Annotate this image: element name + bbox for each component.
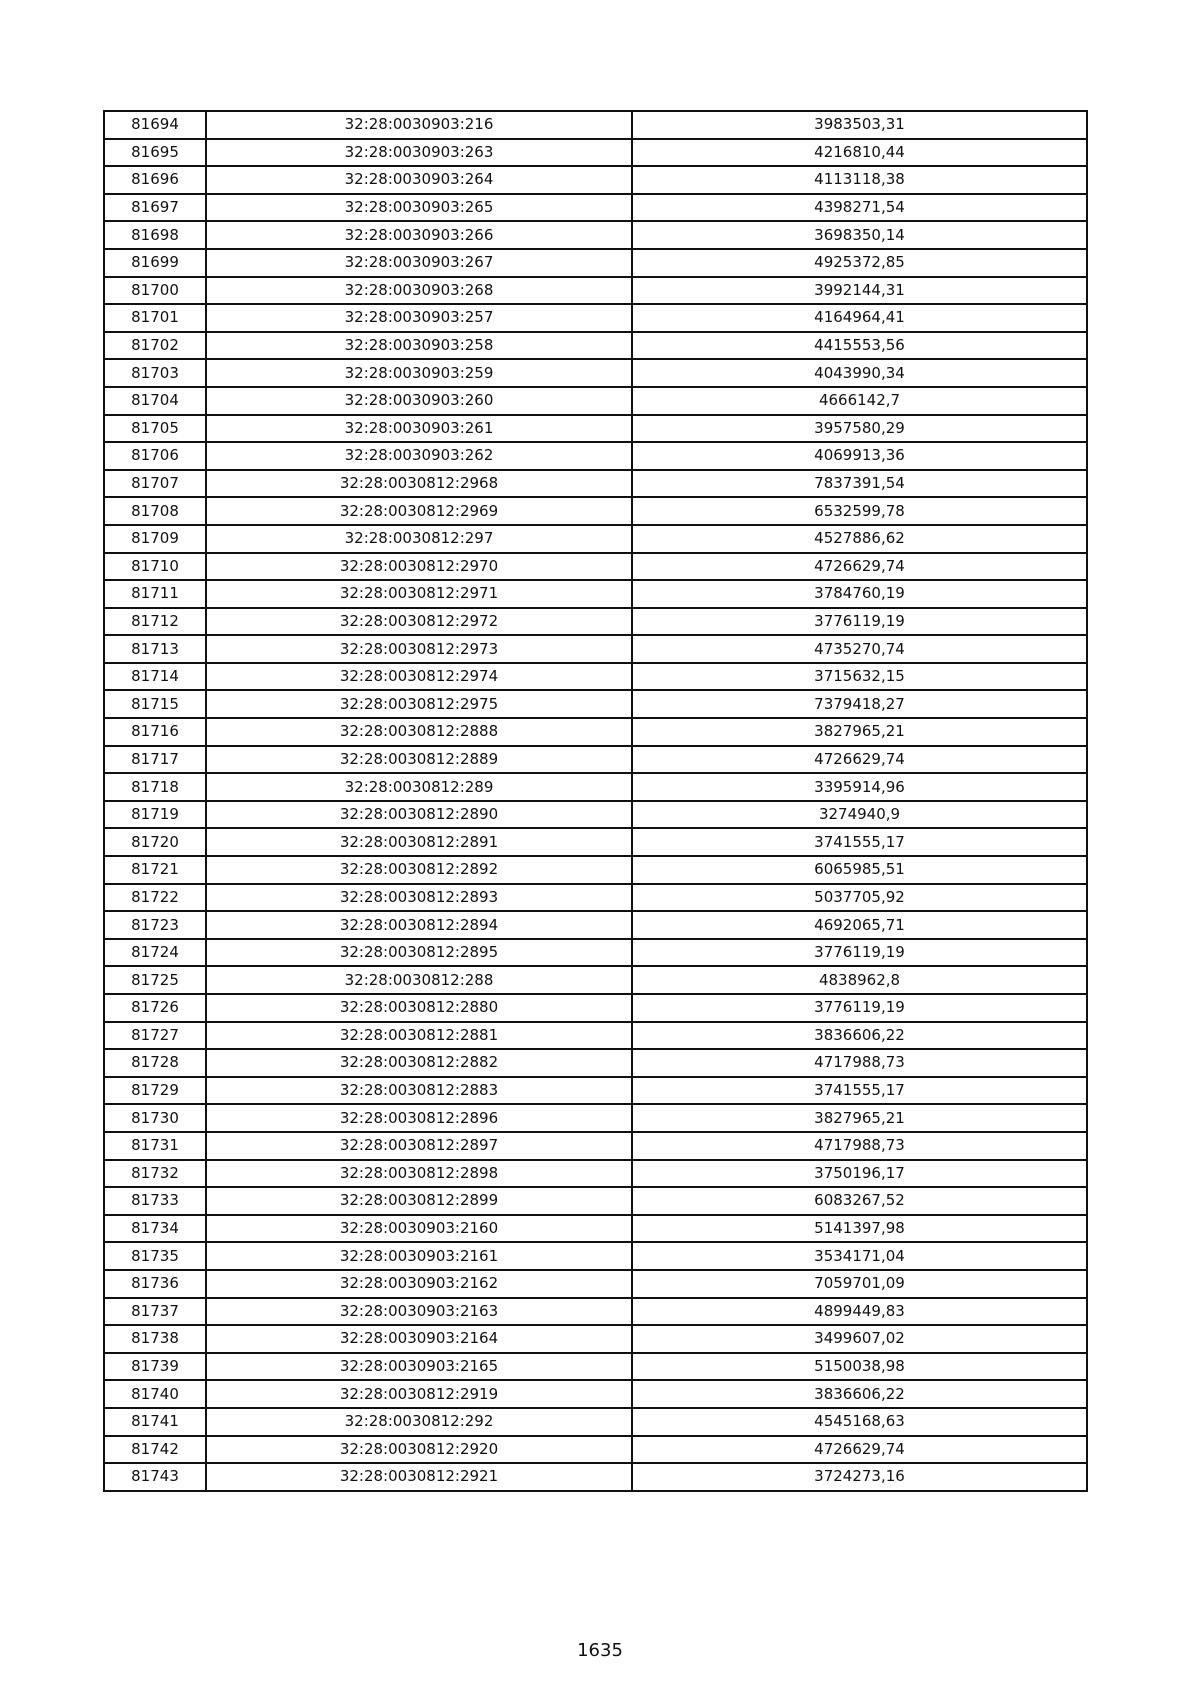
cadastral-value-cell: 4899449,83	[632, 1298, 1087, 1326]
cadastral-value-cell: 5141397,98	[632, 1215, 1087, 1243]
cadastral-value-cell: 4216810,44	[632, 139, 1087, 167]
row-number-cell: 81720	[104, 828, 206, 856]
table-row	[104, 249, 1087, 277]
cadastral-value-cell: 3836606,22	[632, 1380, 1087, 1408]
cadastral-value-table	[103, 110, 1088, 1492]
cadastral-number-cell: 32:28:0030812:2919	[206, 1380, 632, 1408]
cadastral-value-cell: 3750196,17	[632, 1160, 1087, 1188]
cadastral-number-cell: 32:28:0030812:2972	[206, 608, 632, 636]
row-number-cell: 81713	[104, 635, 206, 663]
row-number-cell: 81732	[104, 1160, 206, 1188]
row-number-cell: 81705	[104, 415, 206, 443]
table-row	[104, 1353, 1087, 1381]
cadastral-number-cell: 32:28:0030903:259	[206, 359, 632, 387]
cadastral-number-cell: 32:28:0030812:2973	[206, 635, 632, 663]
cadastral-number-cell: 32:28:0030903:2160	[206, 1215, 632, 1243]
cadastral-number-cell: 32:28:0030903:2163	[206, 1298, 632, 1326]
cadastral-number-cell: 32:28:0030903:266	[206, 221, 632, 249]
table-row	[104, 221, 1087, 249]
cadastral-value-cell: 3827965,21	[632, 718, 1087, 746]
row-number-cell: 81730	[104, 1104, 206, 1132]
table-row	[104, 801, 1087, 829]
cadastral-value-cell: 4415553,56	[632, 332, 1087, 360]
cadastral-number-cell: 32:28:0030903:258	[206, 332, 632, 360]
row-number-cell: 81739	[104, 1353, 206, 1381]
cadastral-value-cell: 6065985,51	[632, 856, 1087, 884]
row-number-cell: 81716	[104, 718, 206, 746]
cadastral-number-cell: 32:28:0030903:260	[206, 387, 632, 415]
cadastral-value-cell: 4735270,74	[632, 635, 1087, 663]
cadastral-value-cell: 3836606,22	[632, 1022, 1087, 1050]
cadastral-value-cell: 3499607,02	[632, 1325, 1087, 1353]
row-number-cell: 81703	[104, 359, 206, 387]
cadastral-value-cell: 3776119,19	[632, 608, 1087, 636]
cadastral-number-cell: 32:28:0030812:2894	[206, 911, 632, 939]
cadastral-value-cell: 3698350,14	[632, 221, 1087, 249]
table-row	[104, 442, 1087, 470]
table-row	[104, 1215, 1087, 1243]
table-row	[104, 608, 1087, 636]
cadastral-number-cell: 32:28:0030812:2898	[206, 1160, 632, 1188]
cadastral-value-cell: 4666142,7	[632, 387, 1087, 415]
cadastral-value-cell: 4717988,73	[632, 1132, 1087, 1160]
row-number-cell: 81708	[104, 497, 206, 525]
cadastral-value-cell: 4164964,41	[632, 304, 1087, 332]
cadastral-number-cell: 32:28:0030812:2890	[206, 801, 632, 829]
cadastral-value-cell: 6083267,52	[632, 1187, 1087, 1215]
table-row	[104, 1325, 1087, 1353]
cadastral-value-cell: 3741555,17	[632, 1077, 1087, 1105]
table-row	[104, 525, 1087, 553]
cadastral-value-cell: 7059701,09	[632, 1270, 1087, 1298]
table-row	[104, 194, 1087, 222]
cadastral-number-cell: 32:28:0030812:2899	[206, 1187, 632, 1215]
row-number-cell: 81696	[104, 166, 206, 194]
row-number-cell: 81709	[104, 525, 206, 553]
cadastral-number-cell: 32:28:0030903:268	[206, 277, 632, 305]
row-number-cell: 81729	[104, 1077, 206, 1105]
cadastral-number-cell: 32:28:0030812:2970	[206, 553, 632, 581]
cadastral-number-cell: 32:28:0030812:2883	[206, 1077, 632, 1105]
cadastral-number-cell: 32:28:0030812:2896	[206, 1104, 632, 1132]
cadastral-value-cell: 3992144,31	[632, 277, 1087, 305]
cadastral-value-cell: 7379418,27	[632, 690, 1087, 718]
cadastral-number-cell: 32:28:0030903:263	[206, 139, 632, 167]
row-number-cell: 81697	[104, 194, 206, 222]
cadastral-value-cell: 3827965,21	[632, 1104, 1087, 1132]
table-row	[104, 1022, 1087, 1050]
table-row	[104, 304, 1087, 332]
cadastral-value-cell: 4527886,62	[632, 525, 1087, 553]
table-row	[104, 1242, 1087, 1270]
row-number-cell: 81724	[104, 939, 206, 967]
table-row	[104, 166, 1087, 194]
row-number-cell: 81740	[104, 1380, 206, 1408]
cadastral-value-cell: 3776119,19	[632, 939, 1087, 967]
page-number: 1635	[577, 1640, 623, 1661]
cadastral-value-cell: 4726629,74	[632, 746, 1087, 774]
row-number-cell: 81699	[104, 249, 206, 277]
table-row	[104, 332, 1087, 360]
table-row	[104, 966, 1087, 994]
row-number-cell: 81721	[104, 856, 206, 884]
row-number-cell: 81736	[104, 1270, 206, 1298]
row-number-cell: 81717	[104, 746, 206, 774]
cadastral-number-cell: 32:28:0030903:265	[206, 194, 632, 222]
cadastral-value-cell: 3776119,19	[632, 994, 1087, 1022]
cadastral-value-cell: 7837391,54	[632, 470, 1087, 498]
row-number-cell: 81723	[104, 911, 206, 939]
cadastral-number-cell: 32:28:0030812:2968	[206, 470, 632, 498]
row-number-cell: 81695	[104, 139, 206, 167]
cadastral-number-cell: 32:28:0030812:292	[206, 1408, 632, 1436]
cadastral-number-cell: 32:28:0030903:262	[206, 442, 632, 470]
cadastral-number-cell: 32:28:0030903:261	[206, 415, 632, 443]
row-number-cell: 81733	[104, 1187, 206, 1215]
row-number-cell: 81707	[104, 470, 206, 498]
row-number-cell: 81698	[104, 221, 206, 249]
cadastral-number-cell: 32:28:0030903:2161	[206, 1242, 632, 1270]
row-number-cell: 81706	[104, 442, 206, 470]
cadastral-value-cell: 4717988,73	[632, 1049, 1087, 1077]
cadastral-number-cell: 32:28:0030903:2162	[206, 1270, 632, 1298]
cadastral-number-cell: 32:28:0030812:2881	[206, 1022, 632, 1050]
row-number-cell: 81715	[104, 690, 206, 718]
table-row	[104, 277, 1087, 305]
cadastral-number-cell: 32:28:0030812:2921	[206, 1463, 632, 1491]
table-row	[104, 1132, 1087, 1160]
cadastral-value-cell: 3741555,17	[632, 828, 1087, 856]
cadastral-number-cell: 32:28:0030812:2895	[206, 939, 632, 967]
cadastral-value-cell: 4398271,54	[632, 194, 1087, 222]
cadastral-value-cell: 4838962,8	[632, 966, 1087, 994]
table-row	[104, 1436, 1087, 1464]
row-number-cell: 81735	[104, 1242, 206, 1270]
cadastral-value-cell: 4069913,36	[632, 442, 1087, 470]
cadastral-number-cell: 32:28:0030812:2971	[206, 580, 632, 608]
table-row	[104, 1077, 1087, 1105]
table-row	[104, 1298, 1087, 1326]
row-number-cell: 81731	[104, 1132, 206, 1160]
cadastral-value-cell: 5150038,98	[632, 1353, 1087, 1381]
row-number-cell: 81712	[104, 608, 206, 636]
row-number-cell: 81743	[104, 1463, 206, 1491]
cadastral-number-cell: 32:28:0030812:2974	[206, 663, 632, 691]
row-number-cell: 81734	[104, 1215, 206, 1243]
table-row	[104, 994, 1087, 1022]
table-row	[104, 1049, 1087, 1077]
cadastral-number-cell: 32:28:0030903:2164	[206, 1325, 632, 1353]
cadastral-number-cell: 32:28:0030812:2880	[206, 994, 632, 1022]
table-row	[104, 111, 1087, 139]
table-row	[104, 415, 1087, 443]
row-number-cell: 81727	[104, 1022, 206, 1050]
table-row	[104, 553, 1087, 581]
cadastral-value-cell: 3784760,19	[632, 580, 1087, 608]
table-row	[104, 1160, 1087, 1188]
cadastral-value-cell: 3724273,16	[632, 1463, 1087, 1491]
table-row	[104, 911, 1087, 939]
table-row	[104, 387, 1087, 415]
table-row	[104, 773, 1087, 801]
cadastral-number-cell: 32:28:0030812:288	[206, 966, 632, 994]
cadastral-value-cell: 4925372,85	[632, 249, 1087, 277]
cadastral-number-cell: 32:28:0030812:2882	[206, 1049, 632, 1077]
cadastral-value-cell: 3983503,31	[632, 111, 1087, 139]
row-number-cell: 81742	[104, 1436, 206, 1464]
cadastral-value-cell: 4692065,71	[632, 911, 1087, 939]
cadastral-value-cell: 4113118,38	[632, 166, 1087, 194]
cadastral-number-cell: 32:28:0030812:2893	[206, 884, 632, 912]
cadastral-value-cell: 4043990,34	[632, 359, 1087, 387]
table-row	[104, 663, 1087, 691]
cadastral-number-cell: 32:28:0030812:2892	[206, 856, 632, 884]
table-row	[104, 1380, 1087, 1408]
cadastral-value-cell: 3534171,04	[632, 1242, 1087, 1270]
row-number-cell: 81722	[104, 884, 206, 912]
row-number-cell: 81737	[104, 1298, 206, 1326]
table-row	[104, 690, 1087, 718]
table-row	[104, 1187, 1087, 1215]
cadastral-value-cell: 4545168,63	[632, 1408, 1087, 1436]
table-body	[104, 111, 1087, 1491]
cadastral-value-cell: 3957580,29	[632, 415, 1087, 443]
row-number-cell: 81710	[104, 553, 206, 581]
row-number-cell: 81726	[104, 994, 206, 1022]
cadastral-number-cell: 32:28:0030812:2888	[206, 718, 632, 746]
cadastral-number-cell: 32:28:0030903:216	[206, 111, 632, 139]
row-number-cell: 81719	[104, 801, 206, 829]
table-row	[104, 359, 1087, 387]
cadastral-number-cell: 32:28:0030903:264	[206, 166, 632, 194]
cadastral-value-cell: 3715632,15	[632, 663, 1087, 691]
table-row	[104, 746, 1087, 774]
table-row	[104, 1463, 1087, 1491]
cadastral-number-cell: 32:28:0030812:2891	[206, 828, 632, 856]
table-row	[104, 1270, 1087, 1298]
row-number-cell: 81725	[104, 966, 206, 994]
row-number-cell: 81741	[104, 1408, 206, 1436]
row-number-cell: 81718	[104, 773, 206, 801]
table-row	[104, 497, 1087, 525]
cadastral-number-cell: 32:28:0030812:2897	[206, 1132, 632, 1160]
cadastral-number-cell: 32:28:0030903:2165	[206, 1353, 632, 1381]
table-row	[104, 635, 1087, 663]
cadastral-number-cell: 32:28:0030903:257	[206, 304, 632, 332]
table-row	[104, 884, 1087, 912]
table-row	[104, 580, 1087, 608]
cadastral-number-cell: 32:28:0030903:267	[206, 249, 632, 277]
row-number-cell: 81714	[104, 663, 206, 691]
table-row	[104, 1104, 1087, 1132]
cadastral-number-cell: 32:28:0030812:2889	[206, 746, 632, 774]
row-number-cell: 81704	[104, 387, 206, 415]
cadastral-value-cell: 4726629,74	[632, 1436, 1087, 1464]
cadastral-number-cell: 32:28:0030812:2969	[206, 497, 632, 525]
cadastral-value-cell: 6532599,78	[632, 497, 1087, 525]
row-number-cell: 81701	[104, 304, 206, 332]
table-row	[104, 1408, 1087, 1436]
cadastral-number-cell: 32:28:0030812:2920	[206, 1436, 632, 1464]
cadastral-number-cell: 32:28:0030812:2975	[206, 690, 632, 718]
row-number-cell: 81700	[104, 277, 206, 305]
cadastral-value-cell: 4726629,74	[632, 553, 1087, 581]
cadastral-number-cell: 32:28:0030812:289	[206, 773, 632, 801]
cadastral-value-cell: 3274940,9	[632, 801, 1087, 829]
row-number-cell: 81702	[104, 332, 206, 360]
row-number-cell: 81711	[104, 580, 206, 608]
row-number-cell: 81728	[104, 1049, 206, 1077]
table-row	[104, 718, 1087, 746]
row-number-cell: 81738	[104, 1325, 206, 1353]
table-row	[104, 856, 1087, 884]
cadastral-value-cell: 5037705,92	[632, 884, 1087, 912]
table-row	[104, 139, 1087, 167]
cadastral-number-cell: 32:28:0030812:297	[206, 525, 632, 553]
cadastral-value-cell: 3395914,96	[632, 773, 1087, 801]
table-row	[104, 828, 1087, 856]
row-number-cell: 81694	[104, 111, 206, 139]
table-row	[104, 470, 1087, 498]
table-row	[104, 939, 1087, 967]
